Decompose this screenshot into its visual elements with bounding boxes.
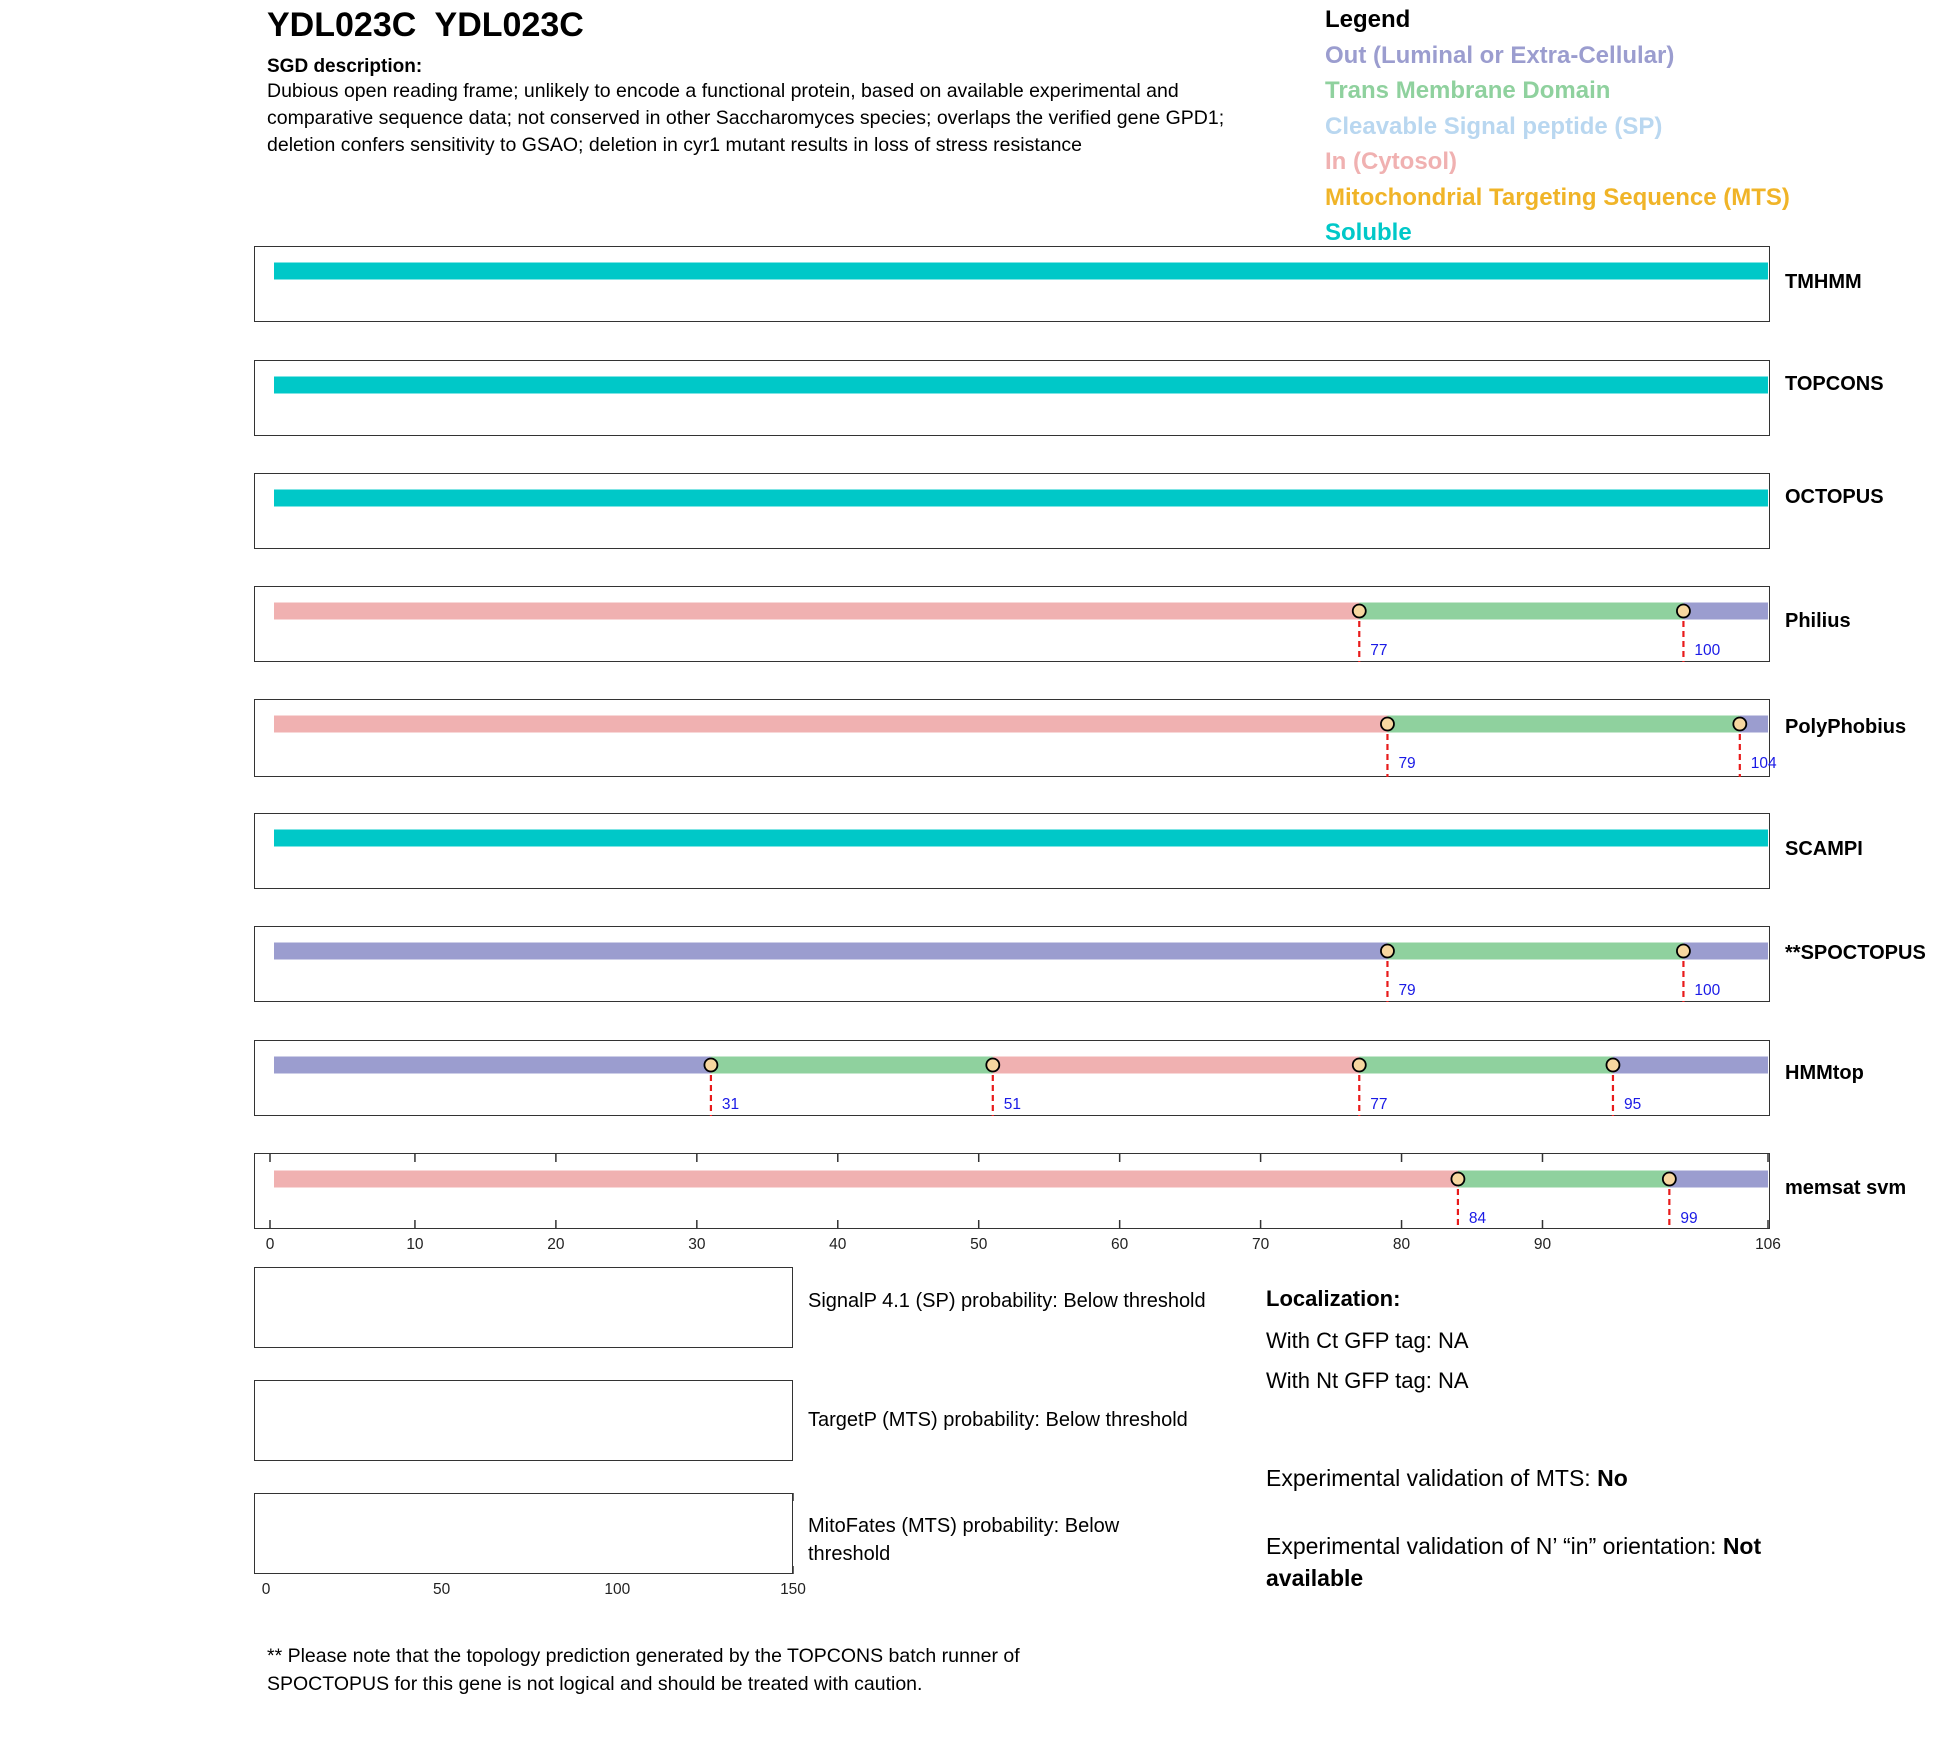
segment-tm	[1387, 716, 1739, 733]
segment-tm	[1359, 1057, 1613, 1074]
sgd-description-label: SGD description:	[267, 56, 423, 77]
breakpoint-marker	[1677, 605, 1690, 618]
segment-in	[993, 1057, 1359, 1074]
breakpoint-label: 79	[1398, 755, 1416, 772]
segment-soluble	[274, 377, 1768, 394]
x-tick-label: 10	[406, 1236, 424, 1253]
prob-tick-label: 150	[780, 1581, 806, 1598]
segment-soluble	[274, 490, 1768, 507]
mitofates-panel	[254, 1493, 793, 1574]
mts-validation	[1266, 1465, 1628, 1492]
breakpoint-marker	[704, 1059, 717, 1072]
segment-tm	[1359, 603, 1683, 620]
prob-tick-label: 100	[604, 1581, 631, 1598]
legend-item-out: Out (Luminal or Extra-Cellular)	[1325, 41, 1675, 69]
targetp-panel	[254, 1380, 793, 1461]
segment-tm	[1458, 1171, 1669, 1188]
signalp-probability: SignalP 4.1 (SP) probability: Below threshold	[808, 1290, 1206, 1312]
track-label-polyphobius: PolyPhobius	[1785, 716, 1907, 738]
nin-validation-value: Not available	[1266, 1533, 1762, 1591]
x-tick-label: 30	[688, 1236, 706, 1253]
mitofates-probability: MitoFates (MTS) probability: Below threshold	[808, 1515, 1120, 1565]
track-label-memsat: memsat svm	[1785, 1177, 1907, 1199]
legend-title: Legend	[1325, 6, 1411, 33]
segment-out	[1683, 943, 1768, 960]
spoctopus-footnote: ** Please note that the topology prediction generated by the TOPCONS batch runner of SPOCTOPUS for this gene is not logical and should be treated with caution.	[267, 1645, 1020, 1695]
segment-in	[274, 1171, 1458, 1188]
breakpoint-label: 79	[1398, 982, 1416, 999]
breakpoint-marker	[1451, 1173, 1464, 1186]
breakpoint-marker	[1353, 605, 1366, 618]
mts-validation-label: Experimental validation of MTS:	[1266, 1465, 1598, 1491]
breakpoint-label: 100	[1694, 982, 1721, 999]
localization-title: Localization:	[1266, 1286, 1401, 1311]
legend-item-tm: Trans Membrane Domain	[1325, 77, 1611, 104]
x-tick-label: 80	[1392, 1236, 1411, 1253]
prob-tick-label: 50	[433, 1581, 451, 1598]
breakpoint-marker	[1381, 945, 1394, 958]
segment-in	[274, 716, 1387, 733]
track-label-hmmtop: HMMtop	[1785, 1062, 1864, 1084]
x-tick-label: 106	[1755, 1236, 1781, 1253]
breakpoint-label: 104	[1750, 755, 1777, 772]
segment-out	[274, 1057, 711, 1074]
breakpoint-label: 31	[721, 1096, 740, 1113]
breakpoint-marker	[1733, 718, 1746, 731]
breakpoint-label: 100	[1694, 642, 1721, 659]
breakpoint-label: 77	[1370, 1096, 1388, 1113]
localization-ct: With Ct GFP tag: NA	[1266, 1328, 1469, 1353]
mts-validation-value: No	[1597, 1465, 1628, 1491]
segment-soluble	[274, 830, 1768, 847]
legend-item-in: In (Cytosol)	[1325, 148, 1457, 175]
legend-item-soluble: Soluble	[1325, 219, 1412, 246]
nin-validation-label: Experimental validation of N’ “in” orientation:	[1266, 1533, 1723, 1559]
legend-item-mts: Mitochondrial Targeting Sequence (MTS)	[1325, 183, 1790, 211]
x-tick-label: 50	[970, 1236, 988, 1253]
x-tick-label: 60	[1111, 1236, 1129, 1253]
x-tick-label: 70	[1251, 1236, 1270, 1253]
segment-out	[1613, 1057, 1768, 1074]
track-label-topcons: TOPCONS	[1785, 373, 1884, 395]
breakpoint-marker	[986, 1059, 999, 1072]
sgd-description-text: Dubious open reading frame; unlikely to encode a functional protein, based on available experimental and comparative sequence data; not conserved in other Saccharomyces species; overlaps the verified gene GPD1; deletion confers sensitivity to GSAO; deletion in cyr1 mutant results in loss of stress resistance	[267, 80, 1225, 156]
breakpoint-marker	[1353, 1059, 1366, 1072]
segment-out	[1669, 1171, 1768, 1188]
track-label-scampi: SCAMPI	[1785, 838, 1863, 860]
breakpoint-label: 84	[1468, 1210, 1487, 1227]
breakpoint-marker	[1606, 1059, 1619, 1072]
segment-out	[1683, 603, 1768, 620]
breakpoint-label: 99	[1680, 1210, 1698, 1227]
breakpoint-marker	[1663, 1173, 1676, 1186]
track-label-spoctopus: **SPOCTOPUS	[1785, 942, 1926, 964]
track-label-tmhmm: TMHMM	[1785, 271, 1862, 293]
x-tick-label: 20	[547, 1236, 565, 1253]
breakpoint-label: 51	[1003, 1096, 1022, 1113]
localization-nt: With Nt GFP tag: NA	[1266, 1368, 1469, 1393]
legend-item-sp: Cleavable Signal peptide (SP)	[1325, 112, 1663, 140]
breakpoint-label: 77	[1370, 642, 1388, 659]
track-label-philius: Philius	[1785, 610, 1851, 632]
nin-validation	[1266, 1530, 1826, 1594]
breakpoint-marker	[1677, 945, 1690, 958]
segment-tm	[1387, 943, 1683, 960]
breakpoint-marker	[1381, 718, 1394, 731]
segment-soluble	[274, 263, 1768, 280]
targetp-probability: TargetP (MTS) probability: Below threshold	[808, 1409, 1188, 1431]
segment-tm	[711, 1057, 993, 1074]
segment-in	[274, 603, 1359, 620]
x-tick-label: 0	[265, 1236, 275, 1253]
breakpoint-label: 95	[1623, 1096, 1642, 1113]
x-tick-label: 40	[829, 1236, 847, 1253]
segment-out	[274, 943, 1387, 960]
track-label-octopus: OCTOPUS	[1785, 486, 1884, 508]
x-tick-label: 90	[1533, 1236, 1552, 1253]
signalp-panel	[254, 1267, 793, 1348]
prob-tick-label: 0	[261, 1581, 271, 1598]
page-title: YDL023C YDL023C	[267, 6, 584, 44]
